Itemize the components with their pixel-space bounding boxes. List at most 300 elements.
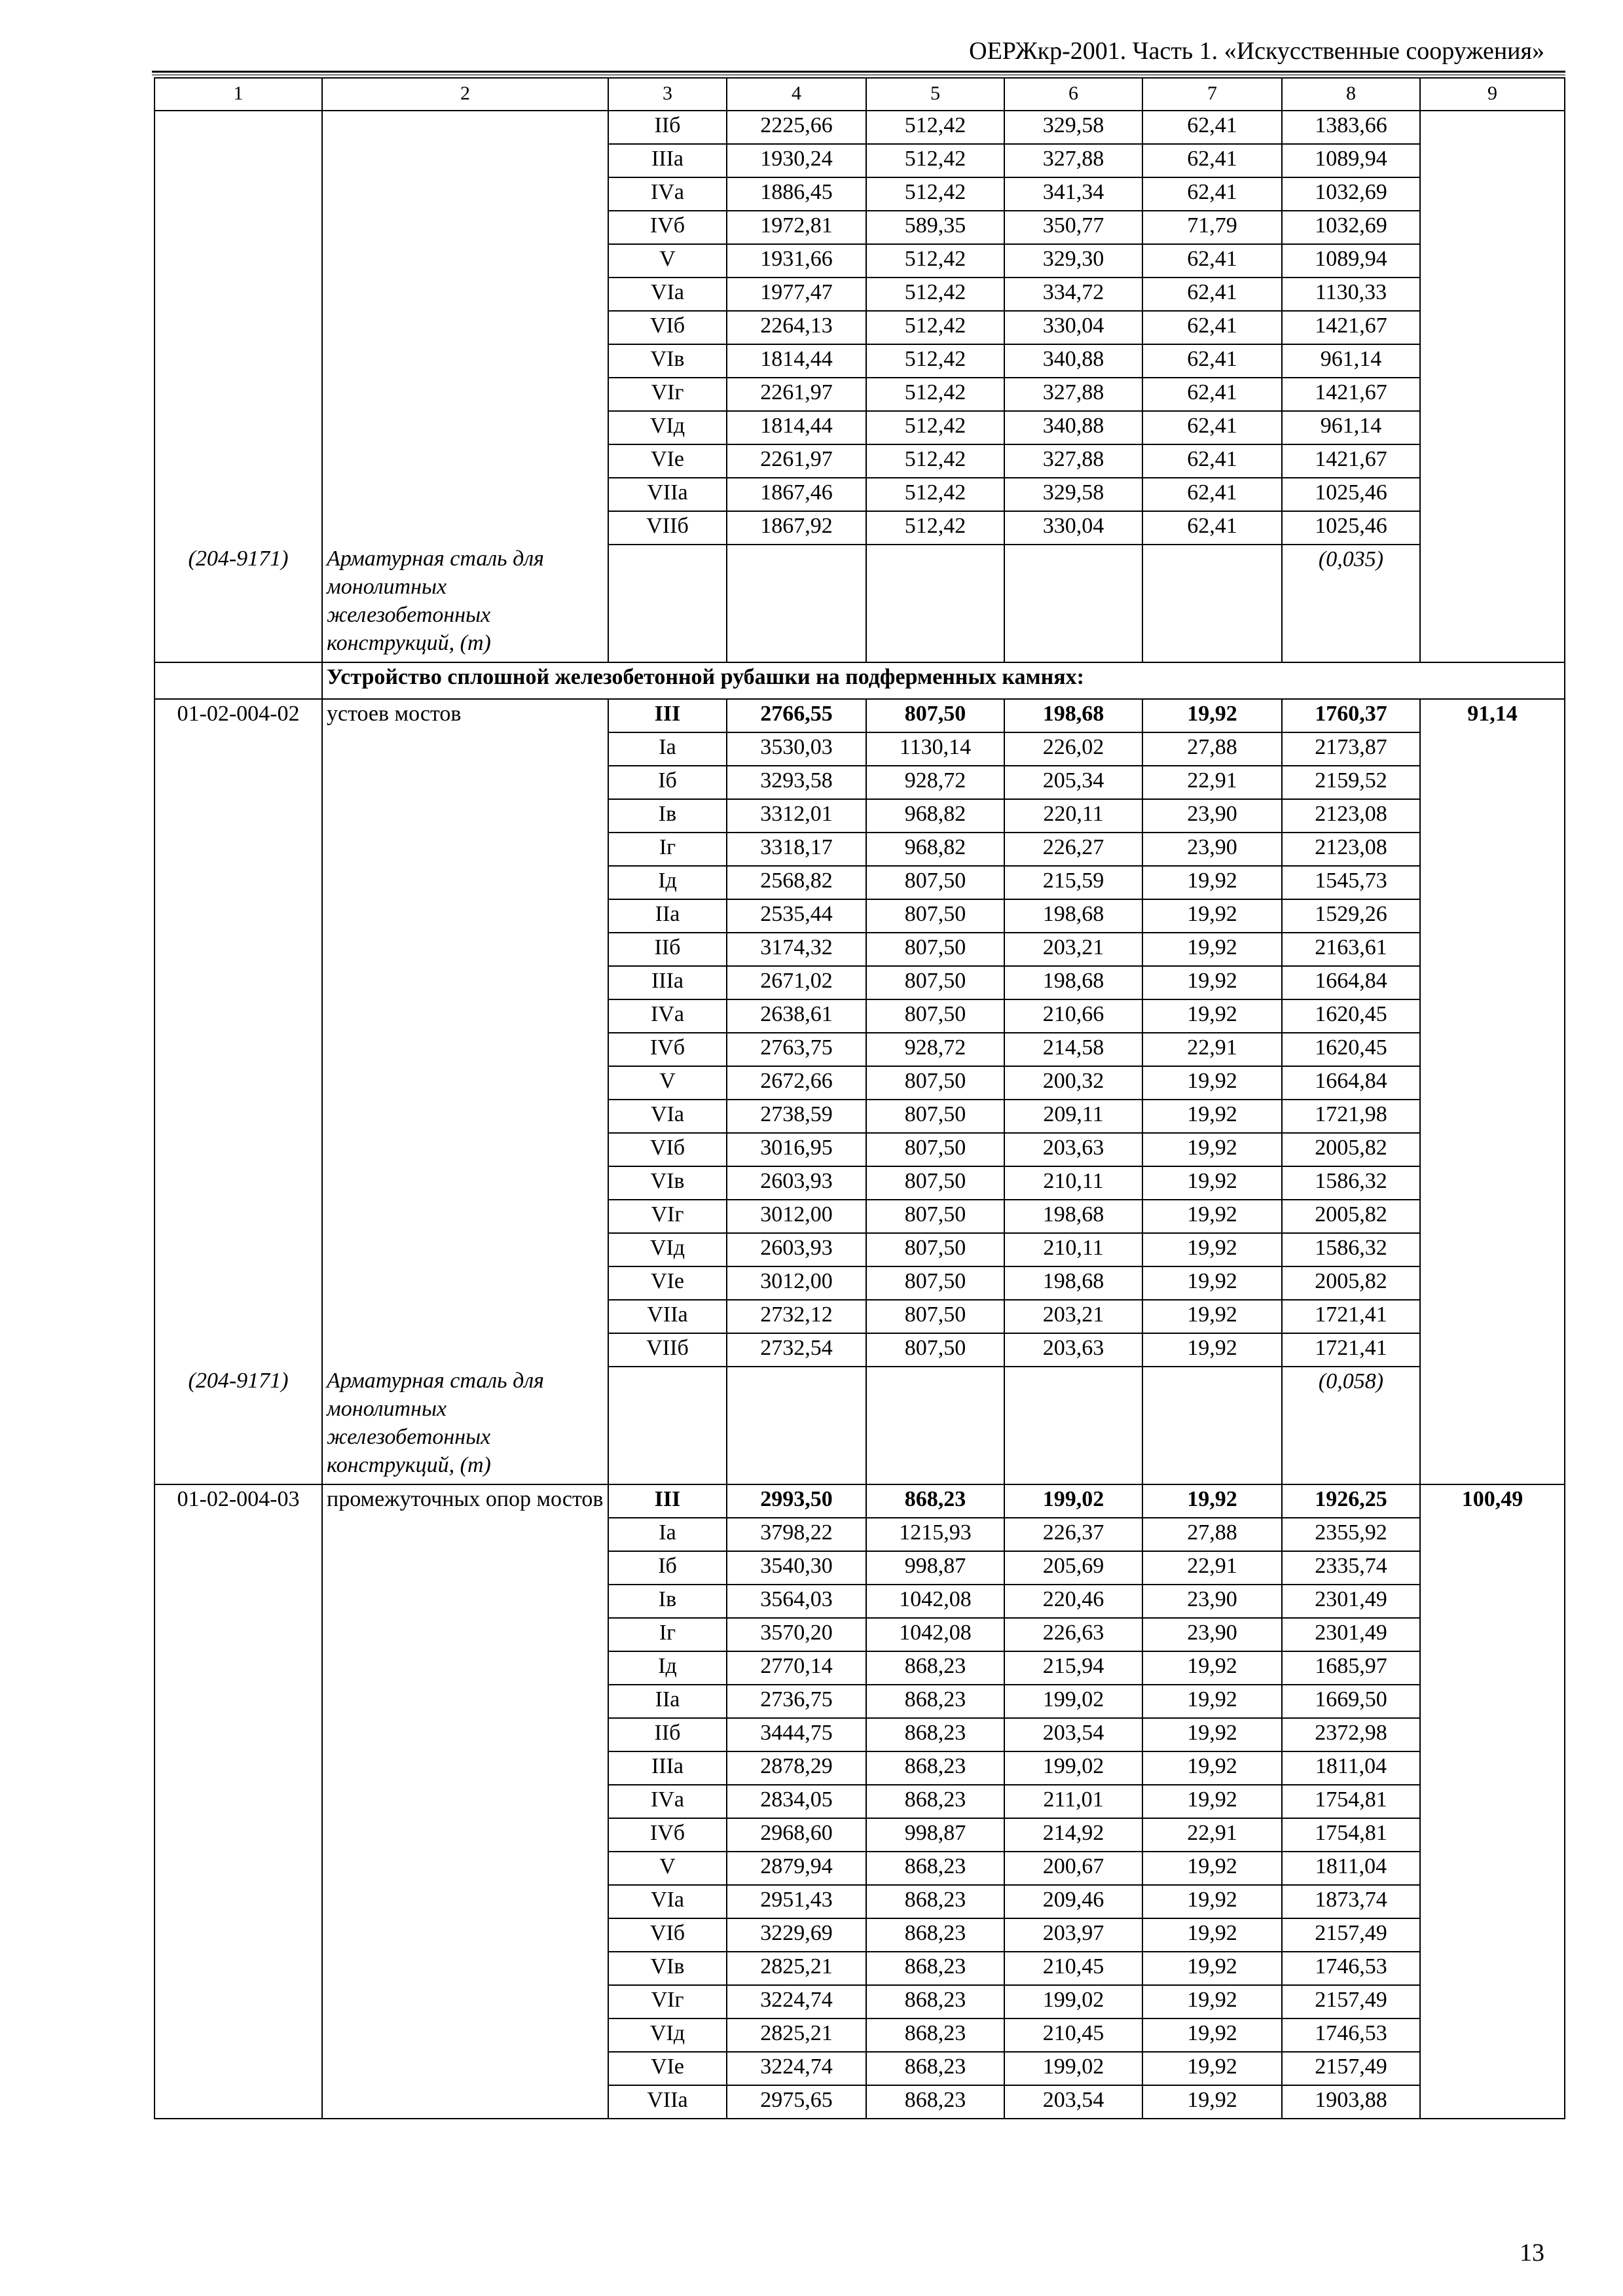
empty-cell [155,1266,322,1300]
price-cell: 327,88 [1004,144,1142,177]
empty-cell [155,866,322,899]
zone-label: VIа [608,1100,727,1133]
empty-cell [1142,545,1282,662]
zone-label: VIIа [608,2085,727,2119]
price-cell: 2825,21 [727,1952,866,1985]
material-name: Арматурная сталь для монолитных железобетонных конструкций, (т) [322,1367,608,1484]
price-cell: 2603,93 [727,1166,866,1200]
zone-label: IIIа [608,1751,727,1785]
price-cell: 807,50 [866,1300,1004,1333]
zone-label: VIе [608,444,727,478]
price-cell: 968,82 [866,833,1004,866]
price-cell: 1620,45 [1282,1033,1420,1066]
empty-cell [155,1585,322,1618]
empty-cell [1420,999,1565,1033]
price-cell: 1814,44 [727,344,866,378]
empty-cell [155,1551,322,1585]
price-cell: 220,11 [1004,799,1142,833]
zone-label: III [608,699,727,732]
empty-cell [155,1518,322,1551]
empty-cell [322,1618,608,1651]
price-cell: 1746,53 [1282,1952,1420,1985]
price-cell: 62,41 [1142,177,1282,211]
price-cell: 2159,52 [1282,766,1420,799]
empty-cell [155,1918,322,1952]
empty-cell [155,1785,322,1818]
empty-cell [155,1133,322,1166]
zone-label: V [608,1066,727,1100]
zone-label: IVа [608,999,727,1033]
table-row [155,1618,1565,1651]
empty-cell [155,1618,322,1651]
price-cell: 3312,01 [727,799,866,833]
price-cell: 807,50 [866,1266,1004,1300]
table-row [155,344,1565,378]
table-row [155,732,1565,766]
empty-cell [1420,899,1565,933]
table-row [155,1551,1565,1585]
empty-cell [322,1266,608,1300]
empty-cell [1420,1033,1565,1066]
column-number: 7 [1142,78,1282,111]
price-cell: 2834,05 [727,1785,866,1818]
empty-cell [322,766,608,799]
price-cell: 19,92 [1142,1685,1282,1718]
price-cell: 512,42 [866,144,1004,177]
empty-cell [155,511,322,545]
empty-cell [322,1685,608,1718]
price-cell: 327,88 [1004,378,1142,411]
price-cell: 226,63 [1004,1618,1142,1651]
empty-cell [155,311,322,344]
material-qty: (0,035) [1282,545,1420,662]
zone-label: Iб [608,1551,727,1585]
empty-cell [1420,966,1565,999]
column-number-row [155,78,1565,111]
empty-cell [155,899,322,933]
price-cell: 340,88 [1004,411,1142,444]
price-cell: 27,88 [1142,1518,1282,1551]
price-cell: 203,97 [1004,1918,1142,1952]
empty-cell [1420,444,1565,478]
zone-label: IIа [608,1685,727,1718]
material-qty: (0,058) [1282,1367,1420,1484]
table-row [155,2052,1565,2085]
empty-cell [1420,1751,1565,1785]
empty-cell [155,1952,322,1985]
zone-label: IVа [608,1785,727,1818]
price-cell: 1669,50 [1282,1685,1420,1718]
empty-cell [155,2018,322,2052]
price-cell: 868,23 [866,1751,1004,1785]
price-cell: 1545,73 [1282,866,1420,899]
empty-cell [1420,866,1565,899]
price-cell: 2672,66 [727,1066,866,1100]
price-cell: 23,90 [1142,833,1282,866]
empty-cell [155,211,322,244]
price-cell: 1760,37 [1282,699,1420,732]
price-cell: 512,42 [866,278,1004,311]
price-cell: 2951,43 [727,1885,866,1918]
price-cell: 203,54 [1004,2085,1142,2119]
price-cell: 512,42 [866,111,1004,144]
price-cell: 1867,46 [727,478,866,511]
zone-label: Iв [608,1585,727,1618]
empty-cell [1420,1233,1565,1266]
price-cell: 203,54 [1004,1718,1142,1751]
zone-label: VIд [608,2018,727,2052]
price-cell: 1586,32 [1282,1233,1420,1266]
price-cell: 334,72 [1004,278,1142,311]
empty-cell [155,833,322,866]
price-cell: 62,41 [1142,144,1282,177]
empty-cell [1142,1367,1282,1484]
zone-label: VIв [608,344,727,378]
price-cell: 2568,82 [727,866,866,899]
price-cell: 868,23 [866,2085,1004,2119]
zone-label: VIг [608,1200,727,1233]
price-cell: 210,66 [1004,999,1142,1033]
price-cell: 1930,24 [727,144,866,177]
table-row [155,899,1565,933]
empty-cell [322,311,608,344]
price-cell: 1867,92 [727,511,866,545]
price-cell: 512,42 [866,244,1004,278]
price-cell: 1746,53 [1282,2018,1420,2052]
empty-cell [322,511,608,545]
price-cell: 2225,66 [727,111,866,144]
table-row [155,1918,1565,1952]
empty-cell [322,1100,608,1133]
table-row [155,1033,1565,1066]
price-cell: 998,87 [866,1818,1004,1852]
empty-cell [1420,2052,1565,2085]
price-cell: 19,92 [1142,1918,1282,1952]
empty-cell [322,1952,608,1985]
price-cell: 1032,69 [1282,211,1420,244]
empty-cell [1420,1300,1565,1333]
empty-cell [866,1367,1004,1484]
empty-cell [155,1233,322,1266]
price-cell: 200,32 [1004,1066,1142,1100]
empty-cell [155,444,322,478]
price-cell: 3564,03 [727,1585,866,1618]
zone-label: V [608,244,727,278]
price-cell: 2638,61 [727,999,866,1033]
empty-cell [1420,1100,1565,1133]
price-cell: 19,92 [1142,899,1282,933]
column-number: 5 [866,78,1004,111]
table-row [155,2085,1565,2119]
zone-label: IIIа [608,144,727,177]
table-row [155,1233,1565,1266]
table-row [155,699,1565,732]
price-cell: 1042,08 [866,1618,1004,1651]
price-cell: 1421,67 [1282,311,1420,344]
empty-cell [1420,545,1565,662]
machinist-wage: 100,49 [1420,1484,1565,1518]
empty-cell [1004,545,1142,662]
price-cell: 868,23 [866,1952,1004,1985]
empty-cell [1420,1918,1565,1952]
empty-cell [1420,1685,1565,1718]
price-cell: 3798,22 [727,1518,866,1551]
price-cell: 203,21 [1004,933,1142,966]
empty-cell [322,1166,608,1200]
zone-label: VIе [608,2052,727,2085]
price-cell: 1754,81 [1282,1818,1420,1852]
table-row [155,933,1565,966]
zone-label: VIв [608,1166,727,1200]
zone-label: VIе [608,1266,727,1300]
price-cell: 868,23 [866,2052,1004,2085]
empty-cell [155,662,322,699]
price-cell: 868,23 [866,2018,1004,2052]
zone-label: VIб [608,311,727,344]
price-cell: 961,14 [1282,344,1420,378]
table-row [155,444,1565,478]
price-cell: 350,77 [1004,211,1142,244]
price-cell: 1873,74 [1282,1885,1420,1918]
price-cell: 589,35 [866,211,1004,244]
table-row [155,1100,1565,1133]
empty-cell [322,833,608,866]
price-cell: 22,91 [1142,766,1282,799]
price-cell: 23,90 [1142,799,1282,833]
price-cell: 2163,61 [1282,933,1420,966]
empty-cell [155,411,322,444]
price-cell: 205,34 [1004,766,1142,799]
zone-label: VIIб [608,1333,727,1367]
empty-cell [155,144,322,177]
price-cell: 211,01 [1004,1785,1142,1818]
price-cell: 868,23 [866,1651,1004,1685]
price-cell: 226,37 [1004,1518,1142,1551]
price-cell: 1130,33 [1282,278,1420,311]
price-cell: 71,79 [1142,211,1282,244]
price-cell: 961,14 [1282,411,1420,444]
zone-label: Iа [608,732,727,766]
price-cell: 340,88 [1004,344,1142,378]
price-cell: 2301,49 [1282,1585,1420,1618]
price-cell: 19,92 [1142,1651,1282,1685]
price-cell: 199,02 [1004,1985,1142,2018]
price-cell: 1931,66 [727,244,866,278]
table-row [155,1985,1565,2018]
price-cell: 807,50 [866,899,1004,933]
empty-cell [1420,1133,1565,1166]
zone-label: VIг [608,1985,727,2018]
price-cell: 807,50 [866,1066,1004,1100]
price-cell: 330,04 [1004,311,1142,344]
zone-label: IIа [608,899,727,933]
table-row [155,1852,1565,1885]
price-cell: 3229,69 [727,1918,866,1952]
column-number: 2 [322,78,608,111]
zone-label: Iг [608,1618,727,1651]
empty-cell [155,2085,322,2119]
price-cell: 19,92 [1142,1952,1282,1985]
table-row [155,111,1565,144]
zone-label: IVб [608,1818,727,1852]
table-row [155,1818,1565,1852]
price-cell: 868,23 [866,1852,1004,1885]
price-cell: 512,42 [866,478,1004,511]
zone-label: VIд [608,411,727,444]
empty-cell [322,799,608,833]
price-cell: 1754,81 [1282,1785,1420,1818]
price-cell: 341,34 [1004,177,1142,211]
price-cell: 868,23 [866,1785,1004,1818]
price-cell: 1977,47 [727,278,866,311]
price-cell: 2993,50 [727,1484,866,1518]
price-cell: 19,92 [1142,1266,1282,1300]
zone-label: VIIа [608,1300,727,1333]
empty-cell [155,1985,322,2018]
price-cell: 3224,74 [727,2052,866,2085]
price-cell: 1042,08 [866,1585,1004,1618]
empty-cell [727,545,866,662]
price-cell: 2335,74 [1282,1551,1420,1585]
price-cell: 19,92 [1142,699,1282,732]
price-cell: 2763,75 [727,1033,866,1066]
price-cell: 19,92 [1142,933,1282,966]
price-cell: 329,58 [1004,478,1142,511]
price-cell: 1421,67 [1282,378,1420,411]
price-cell: 3530,03 [727,732,866,766]
empty-cell [155,1885,322,1918]
column-number: 3 [608,78,727,111]
price-cell: 2157,49 [1282,2052,1420,2085]
price-cell: 215,94 [1004,1651,1142,1685]
empty-cell [1420,311,1565,344]
empty-cell [1420,1618,1565,1651]
table-row [155,1751,1565,1785]
zone-label: V [608,1852,727,1885]
price-cell: 512,42 [866,378,1004,411]
price-cell: 1089,94 [1282,144,1420,177]
price-cell: 868,23 [866,1685,1004,1718]
empty-cell [322,1233,608,1266]
price-cell: 19,92 [1142,1484,1282,1518]
empty-cell [866,545,1004,662]
price-cell: 928,72 [866,1033,1004,1066]
price-cell: 19,92 [1142,2018,1282,2052]
price-cell: 807,50 [866,1200,1004,1233]
price-cell: 199,02 [1004,2052,1142,2085]
section-title-row [155,662,1565,699]
empty-cell [155,766,322,799]
zone-label: Iв [608,799,727,833]
price-cell: 198,68 [1004,1200,1142,1233]
empty-cell [1420,211,1565,244]
price-cell: 2261,97 [727,378,866,411]
table-row [155,511,1565,545]
price-cell: 62,41 [1142,378,1282,411]
empty-cell [608,545,727,662]
price-cell: 1215,93 [866,1518,1004,1551]
table-row [155,244,1565,278]
price-cell: 2264,13 [727,311,866,344]
price-cell: 23,90 [1142,1618,1282,1651]
table-row [155,1518,1565,1551]
table-row [155,1484,1565,1518]
price-cell: 3012,00 [727,1200,866,1233]
price-cell: 1025,46 [1282,511,1420,545]
price-cell: 19,92 [1142,1166,1282,1200]
price-cell: 210,11 [1004,1166,1142,1200]
empty-cell [155,1685,322,1718]
price-cell: 62,41 [1142,311,1282,344]
column-number: 9 [1420,78,1565,111]
zone-label: IVб [608,211,727,244]
empty-cell [155,1718,322,1751]
table-row [155,866,1565,899]
price-cell: 1972,81 [727,211,866,244]
price-cell: 62,41 [1142,111,1282,144]
price-cell: 19,92 [1142,1885,1282,1918]
price-cell: 19,92 [1142,1333,1282,1367]
price-cell: 3318,17 [727,833,866,866]
price-cell: 807,50 [866,699,1004,732]
empty-cell [1420,833,1565,866]
price-cell: 19,92 [1142,966,1282,999]
price-cell: 19,92 [1142,2085,1282,2119]
price-cell: 2372,98 [1282,1718,1420,1751]
price-cell: 2301,49 [1282,1618,1420,1651]
price-cell: 1664,84 [1282,1066,1420,1100]
price-cell: 199,02 [1004,1751,1142,1785]
price-cell: 512,42 [866,444,1004,478]
price-cell: 3016,95 [727,1133,866,1166]
price-cell: 214,58 [1004,1033,1142,1066]
price-cell: 215,59 [1004,866,1142,899]
header-rule [152,71,1565,73]
price-cell: 868,23 [866,1484,1004,1518]
empty-cell [1420,1985,1565,2018]
zone-label: VIб [608,1133,727,1166]
empty-cell [1420,411,1565,444]
table-row [155,999,1565,1033]
table-row [155,1718,1565,1751]
price-cell: 1620,45 [1282,999,1420,1033]
price-cell: 2005,82 [1282,1133,1420,1166]
empty-cell [1420,244,1565,278]
price-cell: 19,92 [1142,1066,1282,1100]
price-cell: 22,91 [1142,1551,1282,1585]
material-code: (204-9171) [155,1367,322,1484]
price-cell: 807,50 [866,866,1004,899]
empty-cell [155,378,322,411]
price-cell: 2005,82 [1282,1200,1420,1233]
price-cell: 22,91 [1142,1033,1282,1066]
zone-label: IVб [608,1033,727,1066]
price-cell: 327,88 [1004,444,1142,478]
price-cell: 209,11 [1004,1100,1142,1133]
price-cell: 214,92 [1004,1818,1142,1852]
price-cell: 3012,00 [727,1266,866,1300]
empty-cell [322,144,608,177]
price-cell: 2535,44 [727,899,866,933]
zone-label: IIб [608,111,727,144]
empty-cell [322,211,608,244]
table-row [155,311,1565,344]
price-cell: 226,27 [1004,833,1142,866]
section-title: Устройство сплошной железобетонной рубашки на подферменных камнях: [322,662,1565,699]
empty-cell [322,2085,608,2119]
empty-cell [1420,1952,1565,1985]
empty-cell [155,1200,322,1233]
